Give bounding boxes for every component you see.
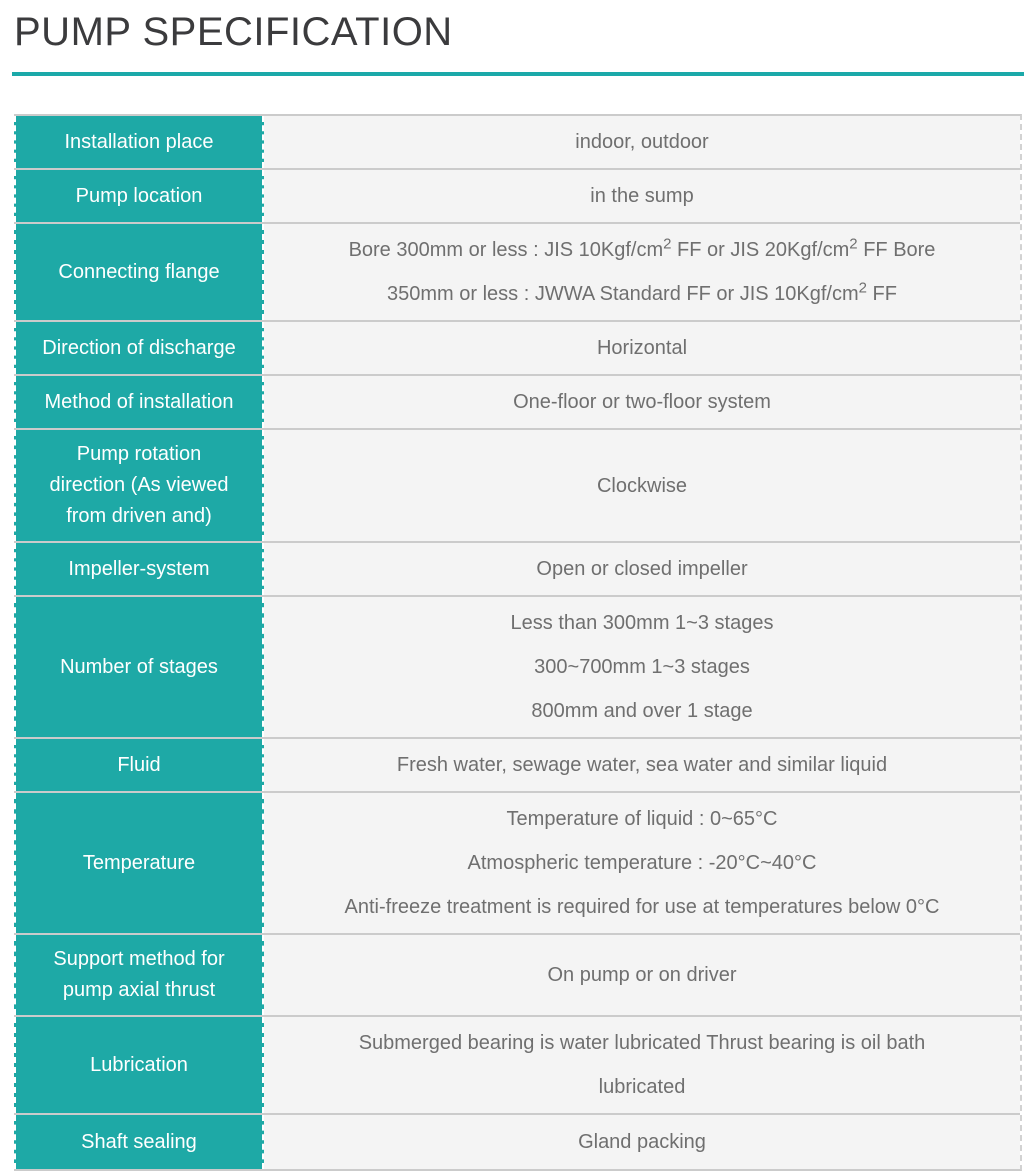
row-label [14,935,264,1015]
table-row [14,739,1020,793]
table-row [14,597,1020,739]
row-value [264,1017,1020,1113]
label-line: direction (As viewed [49,474,229,496]
row-label: Connecting flange [14,224,264,320]
value-line: 300~700mm 1~3 stages [534,656,750,678]
row-value: Horizontal [264,322,1020,374]
table-row [14,170,1020,224]
label-line: Pump rotation [76,443,202,465]
value-line: Submerged bearing is water lubricated Thrust bearing is oil bath [358,1032,926,1054]
row-value: On pump or on driver [264,935,1020,1015]
value-text: FF [866,283,897,305]
value-line: Anti-freeze treatment is required for use at temperatures below 0°C [344,896,940,918]
table-row [14,224,1020,322]
row-label: Lubrication [14,1017,264,1113]
label-line: from driven and) [66,505,212,527]
value-line: 800mm and over 1 stage [531,700,753,722]
value-line: Temperature of liquid : 0~65°C [506,808,778,830]
row-value: in the sump [264,170,1020,222]
superscript: 2 [849,235,858,253]
row-label: Impeller-system [14,543,264,595]
row-label: Installation place [14,116,264,168]
row-value: Gland packing [264,1115,1020,1169]
page-title: PUMP SPECIFICATION [14,10,453,54]
row-value [264,793,1020,933]
page [0,10,1036,1171]
row-label: Method of installation [14,376,264,428]
row-value [264,224,1020,320]
value-line [280,272,1004,316]
row-value: Open or closed impeller [264,543,1020,595]
row-label: Direction of discharge [14,322,264,374]
table-row [14,543,1020,597]
table-row [14,1017,1020,1115]
pump-specification-table [14,114,1022,1171]
value-text: FF Bore [857,239,936,261]
value-line [280,228,1004,272]
value-line: Atmospheric temperature : -20°C~40°C [467,852,817,874]
row-label: Temperature [14,793,264,933]
table-row [14,935,1020,1017]
value-text: FF or JIS 20Kgf/cm [671,239,850,261]
superscript: 2 [663,235,672,253]
row-value: indoor, outdoor [264,116,1020,168]
label-line: Support method for [53,948,225,970]
row-value: One-floor or two-floor system [264,376,1020,428]
row-value [264,597,1020,737]
row-label: Fluid [14,739,264,791]
table-row [14,116,1020,170]
superscript: 2 [858,279,867,297]
row-label: Pump location [14,170,264,222]
title-underline [12,72,1024,76]
row-value: Clockwise [264,430,1020,541]
value-text: 350mm or less : JWWA Standard FF or JIS 10Kgf/cm [387,283,859,305]
row-label [14,430,264,541]
table-row [14,1115,1020,1169]
table-row [14,322,1020,376]
row-value: Fresh water, sewage water, sea water and similar liquid [264,739,1020,791]
table-row [14,793,1020,935]
table-row [14,376,1020,430]
row-label: Shaft sealing [14,1115,264,1169]
table-row [14,430,1020,543]
value-text: Bore 300mm or less : JIS 10Kgf/cm [348,239,664,261]
label-line: pump axial thrust [62,979,216,1001]
value-line: Less than 300mm 1~3 stages [510,612,774,634]
value-line: lubricated [598,1076,686,1098]
row-label: Number of stages [14,597,264,737]
